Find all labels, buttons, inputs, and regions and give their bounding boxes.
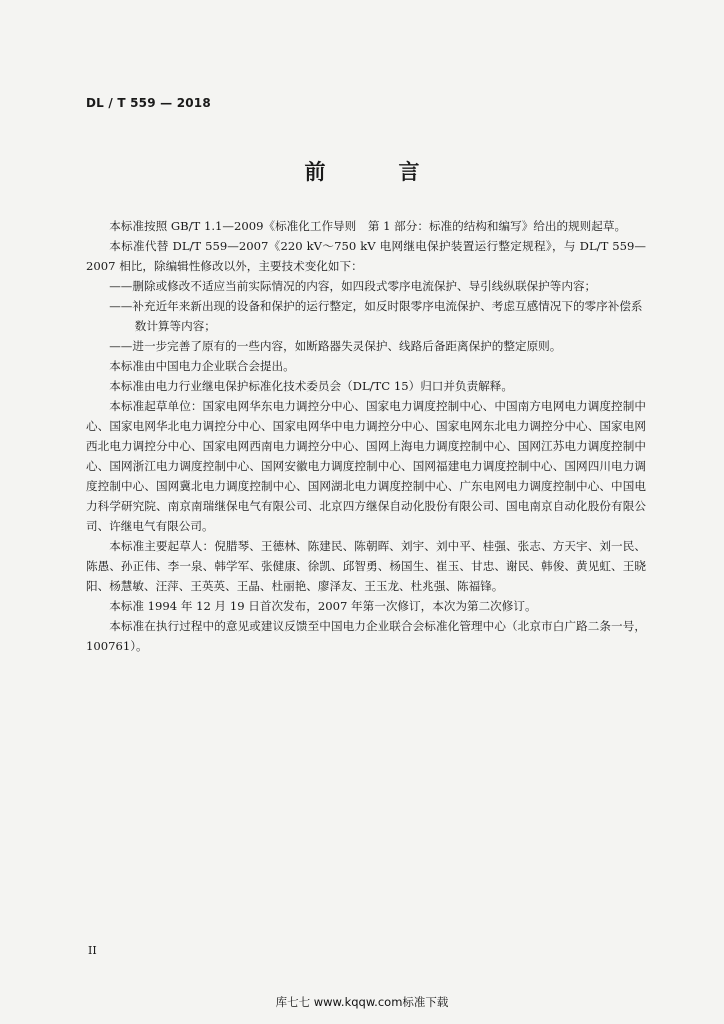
page-title: 前 言 xyxy=(304,159,446,184)
paragraph-drafting-rules: 本标准按照 GB/T 1.1—2009《标准化工作导则 第 1 部分：标准的结构和编写》给出的规则起草。 xyxy=(109,219,627,233)
paragraph-feedback: 本标准在执行过程中的意见或建议反馈至中国电力企业联合会标准化管理中心（北京市白广路二条一号，100761）。 xyxy=(86,619,646,653)
foreword-body xyxy=(86,216,646,656)
change-item-2: ——补充近年来新出现的设备和保护的运行整定，如反时限零序电流保护、考虑互感情况下的零序补偿系数计算等内容； xyxy=(109,299,643,333)
paragraph-history: 本标准 1994 年 12 月 19 日首次发布，2007 年第一次修订，本次为第二次修订。 xyxy=(109,599,537,613)
change-item-3: ——进一步完善了原有的一些内容，如断路器失灵保护、线路后备距离保护的整定原则。 xyxy=(109,339,562,353)
paragraph-drafting-units: 本标准起草单位：国家电网华东电力调控分中心、国家电力调度控制中心、中国南方电网电力调度控制中心、国家电网华北电力调控分中心、国家电网华中电力调控分中心、国家电网东北电力调控分中心、国家电网西北电力调控分中心、国家电网西南电力调控分中心、国网上海电力调度控制中心、国网江苏电力调度控制中心、国网浙江电力调度控制中心、国网安徽电力调度控制中心、国网福建电力调度控制中心、国网四川电力调度控制中心、国网冀北电力调度控制中心、国网湖北电力调度控制中心、广东电网电力调度控制中心、中国电力科学研究院、南京南瑞继保电气有限公司、北京四方继保自动化股份有限公司、国电南京自动化股份有限公司、许继电气有限公司。 xyxy=(86,399,646,533)
download-footer: 库七七 www.kqqw.com标准下载 xyxy=(275,995,449,1009)
paragraph-proposer: 本标准由中国电力企业联合会提出。 xyxy=(109,359,295,373)
paragraph-committee: 本标准由电力行业继电保护标准化技术委员会（DL/TC 15）归口并负责解释。 xyxy=(109,379,513,393)
document-code-header: DL / T 559 — 2018 xyxy=(86,96,211,110)
page-number: II xyxy=(88,944,97,957)
paragraph-replacement: 本标准代替 DL/T 559—2007《220 kV～750 kV 电网继电保护装置运行整定规程》，与 DL/T 559—2007 相比，除编辑性修改以外，主要技术变化如下： xyxy=(86,239,646,273)
paragraph-drafters: 本标准主要起草人：倪腊琴、王德林、陈建民、陈朝晖、刘宇、刘中平、桂强、张志、方天宇、刘一民、陈愚、孙正伟、李一泉、韩学军、张健康、徐凯、邱智勇、杨国生、崔玉、甘忠、谢民、韩俊、黄见虹、王晓阳、杨慧敏、汪萍、王英英、王晶、杜丽艳、廖泽友、王玉龙、杜兆强、陈福锋。 xyxy=(86,539,646,593)
change-item-1: ——删除或修改不适应当前实际情况的内容，如四段式零序电流保护、导引线纵联保护等内容； xyxy=(109,279,597,293)
